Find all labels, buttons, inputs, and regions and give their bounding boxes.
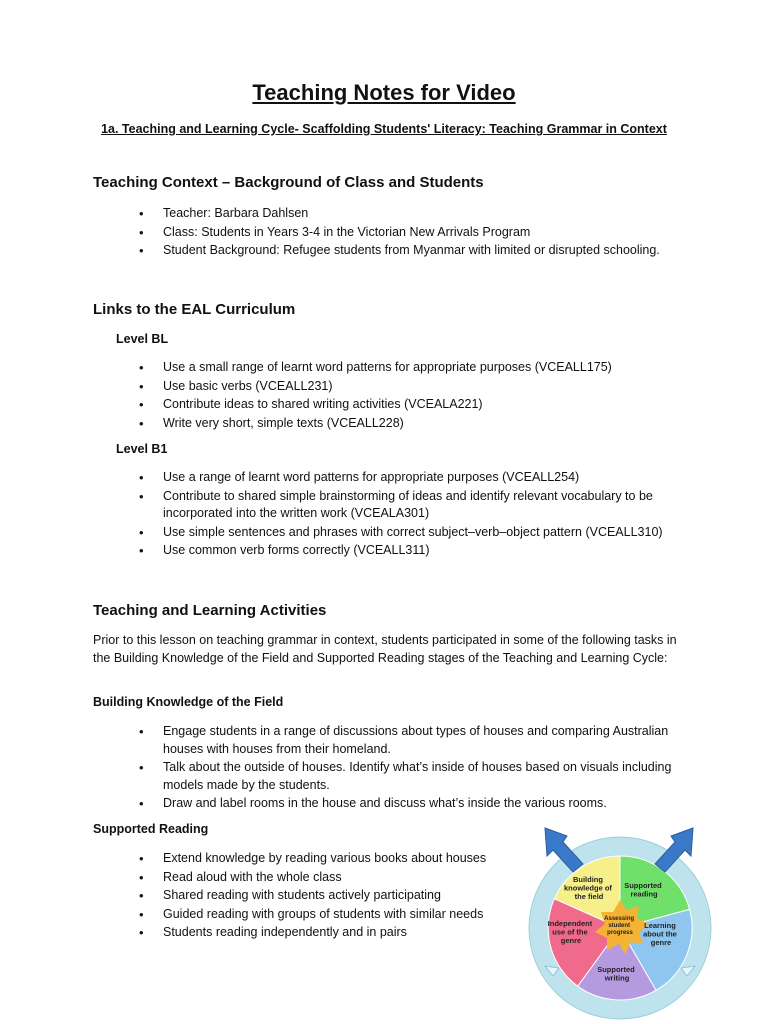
list-item: • Engage students in a range of discussions about types of houses and comparing Australian houses with houses from their homeland. bbox=[0, 723, 673, 758]
list-item: • Use a small range of learnt word patterns for appropriate purposes (VCEALL175) bbox=[0, 359, 673, 377]
list-item: • Contribute to shared simple brainstorming of ideas and identify relevant vocabulary to be incorporated into the written work (VCEALA301) bbox=[0, 488, 673, 523]
segment-label-bkf: Building knowledge of the field bbox=[563, 875, 612, 901]
level-b1-label: Level B1 bbox=[116, 442, 168, 456]
level-bl-list bbox=[0, 359, 673, 433]
document-title: Teaching Notes for Video bbox=[252, 80, 516, 105]
context-list bbox=[0, 205, 673, 261]
activities-intro: Prior to this lesson on teaching grammar in context, students participated in some of the following tasks in the Building Knowledge of the Field and Supported Reading stages of the Teaching and Learning Cycle: bbox=[93, 633, 677, 665]
list-item: • Use a range of learnt word patterns for appropriate purposes (VCEALL254) bbox=[0, 469, 673, 487]
list-item: • Students reading independently and in pairs bbox=[0, 924, 673, 942]
context-heading: Teaching Context – Background of Class and Students bbox=[93, 174, 484, 191]
list-item: • Write very short, simple texts (VCEALL228) bbox=[0, 415, 673, 433]
list-item: • Contribute ideas to shared writing activities (VCEALA221) bbox=[0, 396, 673, 414]
reading-label: Supported Reading bbox=[93, 822, 209, 836]
segment-label-writing: Supported writing bbox=[597, 965, 635, 983]
level-bl-label: Level BL bbox=[116, 332, 169, 346]
bkf-label: Building Knowledge of the Field bbox=[93, 695, 284, 709]
segment-label-independent: Independent use of the genre bbox=[547, 919, 593, 945]
list-item: • Shared reading with students actively participating bbox=[0, 887, 673, 905]
curriculum-heading: Links to the EAL Curriculum bbox=[93, 301, 296, 318]
segment-label-learning: Learning about the genre bbox=[643, 921, 677, 947]
list-item: • Use common verb forms correctly (VCEALL311) bbox=[0, 542, 673, 560]
list-item: • Guided reading with groups of students with similar needs bbox=[0, 906, 673, 924]
list-item: • Extend knowledge by reading various books about houses bbox=[0, 850, 673, 868]
list-item: • Use basic verbs (VCEALL231) bbox=[0, 378, 673, 396]
center-label: Assessing student progress bbox=[604, 916, 635, 936]
list-item: • Class: Students in Years 3-4 in the Victorian New Arrivals Program bbox=[0, 224, 673, 242]
list-item: • Talk about the outside of houses. Identify what’s inside of houses based on visuals including models made by the students. bbox=[0, 759, 673, 794]
list-item: • Student Background: Refugee students from Myanmar with limited or disrupted schooling. bbox=[0, 242, 673, 260]
list-item: • Use simple sentences and phrases with correct subject–verb–object pattern (VCEALL310) bbox=[0, 524, 673, 542]
segment-label-reading: Supported reading bbox=[624, 881, 662, 899]
bkf-list bbox=[0, 723, 673, 814]
level-b1-list bbox=[0, 469, 673, 561]
list-item: • Teacher: Barbara Dahlsen bbox=[0, 205, 673, 223]
teaching-learning-cycle-diagram bbox=[527, 826, 713, 1022]
activities-heading: Teaching and Learning Activities bbox=[93, 602, 327, 619]
list-item: • Draw and label rooms in the house and discuss what’s inside the various rooms. bbox=[0, 795, 673, 813]
document-subtitle: 1a. Teaching and Learning Cycle- Scaffolding Students' Literacy: Teaching Grammar in Context bbox=[101, 122, 667, 136]
list-item: • Read aloud with the whole class bbox=[0, 869, 673, 887]
